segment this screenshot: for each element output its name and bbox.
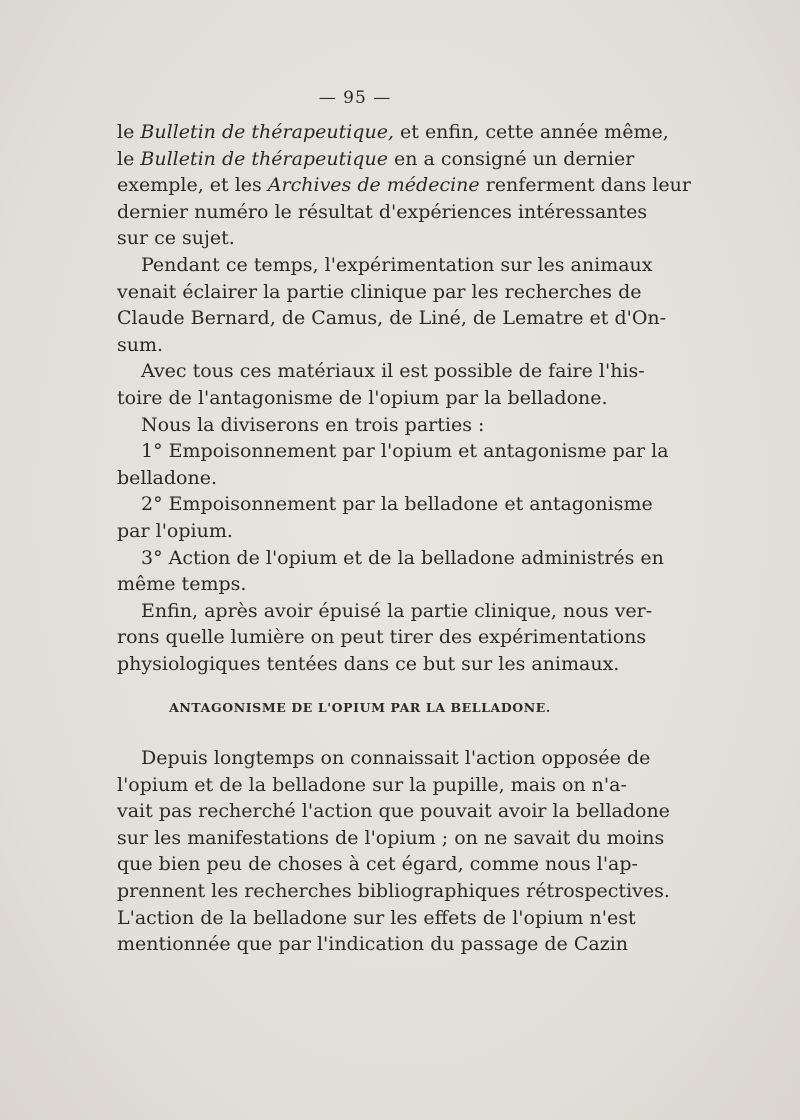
- text-run: L'action de la belladone sur les effets de l'opium n'est: [117, 906, 636, 929]
- italic-title: Bulletin de thérapeutique,: [140, 121, 394, 143]
- text-line: [117, 358, 645, 385]
- text-line: [117, 119, 669, 146]
- text-run: le: [117, 147, 141, 170]
- italic-title: Archives de médecine: [267, 174, 480, 197]
- text-line: [117, 878, 670, 905]
- text-line: [117, 465, 611, 492]
- text-line: [117, 598, 653, 625]
- text-line: [117, 772, 627, 799]
- text-run: dernier numéro le résultat d'expériences intéressantes: [117, 200, 648, 223]
- text-line: [117, 571, 611, 598]
- text-run: Avec tous ces matériaux il est possible de faire l'his-: [141, 360, 645, 383]
- text-run: sur les manifestations de l'opium ; on ne savait du moins: [117, 826, 665, 849]
- text-run: Depuis longtemps on connaissait l'action opposée de: [141, 747, 651, 769]
- text-run: toire de l'antagonisme de l'opium par la belladone.: [117, 386, 608, 409]
- italic-title: Bulletin de thérapeutique: [140, 147, 388, 170]
- text-run: même temps.: [117, 573, 247, 596]
- text-run: l'opium et de la belladone sur la pupille, mais on n'a-: [117, 773, 627, 796]
- text-run: que bien peu de choses à cet égard, comme nous l'ap-: [117, 853, 638, 876]
- text-run: sum.: [117, 333, 164, 356]
- paragraph-block-top: [117, 119, 691, 677]
- text-run: mentionnée que par l'indication du passage de Cazin: [117, 933, 629, 956]
- text-line: [117, 624, 647, 651]
- text-run: renferment dans leur: [479, 174, 691, 197]
- text-run: 3° Action de l'opium et de la belladone administrés en: [141, 546, 664, 569]
- text-run: Nous la diviserons en trois parties :: [141, 413, 485, 436]
- text-run: vait pas recherché l'action que pouvait avoir la belladone: [117, 800, 670, 823]
- text-run: belladone.: [117, 466, 218, 489]
- text-run: par l'opium.: [117, 519, 233, 542]
- text-line: [117, 931, 629, 958]
- section-heading: ANTAGONISME DE L'OPIUM PAR LA BELLADONE.: [169, 700, 551, 715]
- text-line: [117, 385, 611, 412]
- text-line: [117, 146, 635, 173]
- text-run: Claude Bernard, de Camus, de Liné, de Lematre et d'On-: [117, 307, 667, 330]
- text-run: et enfin, cette année même,: [393, 121, 669, 143]
- text-line: [117, 798, 670, 825]
- text-line: [117, 651, 620, 678]
- text-line: [117, 172, 691, 199]
- text-line: [117, 252, 653, 279]
- text-line: [117, 225, 611, 252]
- text-line: [117, 199, 648, 226]
- text-run: Enfin, après avoir épuisé la partie clinique, nous ver-: [141, 599, 653, 622]
- text-line: [117, 279, 642, 306]
- text-line: [117, 745, 651, 772]
- text-run: physiologiques tentées dans ce but sur les animaux.: [117, 652, 620, 675]
- paragraph-block-bottom: [117, 745, 670, 958]
- text-line: [117, 545, 664, 572]
- text-run: rons quelle lumière on peut tirer des expérimentations: [117, 626, 647, 649]
- text-run: en a consigné un dernier: [387, 147, 635, 170]
- text-run: exemple, et les: [117, 174, 268, 197]
- text-line: [117, 332, 611, 359]
- text-run: 2° Empoisonnement par la belladone et antagonisme: [141, 493, 653, 516]
- text-line: [117, 412, 611, 439]
- text-run: prennent les recherches bibliographiques rétrospectives.: [117, 879, 670, 902]
- text-line: [117, 825, 665, 852]
- text-run: Pendant ce temps, l'expérimentation sur les animaux: [141, 253, 653, 276]
- page-number: — 95 —: [318, 88, 392, 108]
- text-line: [117, 518, 611, 545]
- text-run: 1° Empoisonnement par l'opium et antagonisme par la: [141, 440, 669, 463]
- text-line: [117, 491, 653, 518]
- text-run: sur ce sujet.: [117, 227, 235, 250]
- text-line: [117, 305, 667, 332]
- text-line: [117, 851, 638, 878]
- text-run: venait éclairer la partie clinique par les recherches de: [117, 280, 642, 303]
- text-line: [117, 905, 636, 932]
- text-run: le: [117, 121, 141, 143]
- text-line: [117, 438, 669, 465]
